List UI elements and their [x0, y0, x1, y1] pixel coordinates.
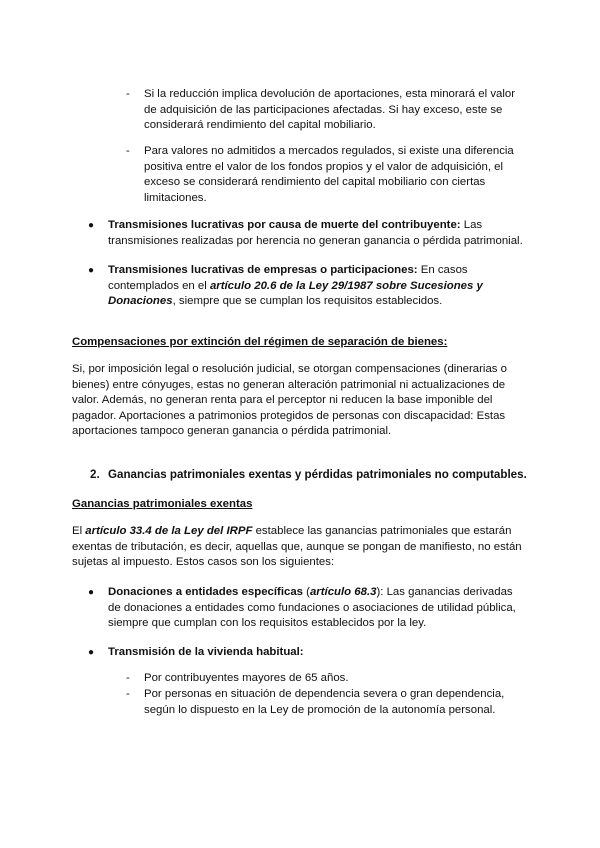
dash-marker: -: [126, 688, 130, 700]
bullet-donaciones: [88, 585, 528, 632]
sub-item-reduccion: [126, 87, 522, 134]
sub-item-text: Por contribuyentes mayores de 65 años.: [144, 672, 349, 684]
bullet-text: En casos contemplados en el: [108, 264, 468, 292]
bullet-text: Las transmisiones realizadas por herencia no generan ganancia o pérdida patrimonial.: [108, 219, 523, 247]
dash-marker: -: [126, 145, 130, 157]
dash-marker: -: [126, 88, 130, 100]
bullet-marker: ●: [88, 647, 95, 658]
law-reference: artículo 33.4 de la Ley del IRPF: [85, 525, 253, 537]
paragraph-compensaciones: Si, por imposición legal o resolución judicial, se otorgan compensaciones (dinerarias o bienes) entre cónyuges, estas no generan alteración patrimonial ni actualizaciones de valor. Además, no generan renta para el perceptor ni reducen la base imponible del pagador. Aportaciones a patrimonios protegidos de personas con discapacidad: Estas aportaciones tampoco generan ganancia o pérdida patrimonial.: [72, 363, 507, 438]
bullet-text-end: , siempre que se cumplan los requisitos establecidos.: [172, 295, 443, 308]
bullet-title: Transmisión de la vivienda habitual:: [108, 646, 304, 658]
bullet-marker: ●: [88, 265, 95, 276]
paragraph-exentas-intro: [72, 524, 532, 571]
bullet-text: : Las ganancias derivadas de donaciones a entidades como fundaciones o asociaciones de utilidad pública, siempre que cumplan con los requisitos establecidos por la ley.: [108, 586, 516, 630]
sub-item-dependencia: [126, 687, 522, 718]
sub-item-text: Si la reducción implica devolución de aportaciones, esta minorará el valor de adquisición de las participaciones afectadas. Si hay exceso, este se considerará rendimiento del capital mobiliario.: [144, 88, 516, 132]
intro-text-end: establece las ganancias patrimoniales que estarán exentas de tributación, es decir, aquellas que, aunque se pongan de manifiesto, no están sujetas al impuesto. Estos casos son los siguientes:: [72, 525, 522, 569]
dash-marker: -: [126, 672, 130, 684]
bullet-marker: ●: [88, 587, 95, 598]
bullet-title: Donaciones a entidades específicas: [108, 586, 303, 598]
section-number: 2.: [90, 468, 100, 481]
section-2-heading: [90, 467, 527, 483]
paren-open: (: [303, 586, 310, 598]
intro-text: El: [72, 525, 86, 537]
article-reference: artículo 68.3: [309, 586, 377, 598]
paren-close: ): [376, 586, 381, 598]
sub-item-mayores: [126, 671, 522, 687]
section-title: Ganancias patrimoniales exentas y pérdidas patrimoniales no computables.: [108, 468, 527, 481]
law-reference: artículo 20.6 de la Ley 29/1987 sobre Sucesiones y Donaciones: [108, 279, 483, 308]
sub-item-text: Por personas en situación de dependencia severa o gran dependencia, según lo dispuesto en la Ley de promoción de la autonomía personal.: [144, 688, 505, 716]
sub-item-text: Para valores no admitidos a mercados regulados, si existe una diferencia positiva entre el valor de los fondos propios y el valor de adquisición, el exceso se considerará rendimiento del capital mobiliario con ciertas limitaciones.: [144, 145, 514, 204]
bullet-title: Transmisiones lucrativas por causa de muerte del contribuyente:: [108, 219, 461, 231]
heading-exentas: Ganancias patrimoniales exentas: [72, 498, 253, 510]
bullet-vivienda: [88, 645, 528, 661]
bullet-herencia: [88, 218, 528, 249]
bullet-empresas: [88, 263, 528, 310]
bullet-title: Transmisiones lucrativas de empresas o participaciones:: [108, 264, 418, 276]
heading-compensaciones: Compensaciones por extinción del régimen de separación de bienes:: [72, 336, 448, 348]
bullet-marker: ●: [88, 220, 95, 231]
sub-item-valores: [126, 144, 522, 206]
